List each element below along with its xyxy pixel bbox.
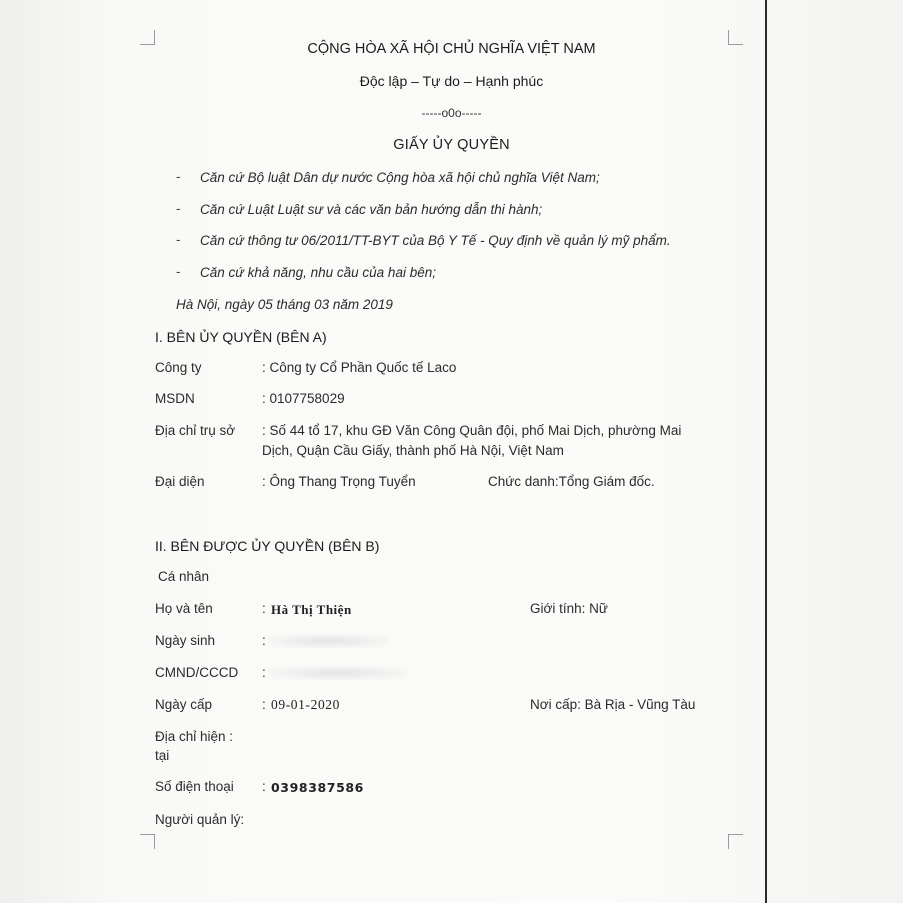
separator: -----o0o----- [421,106,482,120]
crop-mark-bottom-left [140,834,155,849]
position-value: Chức danh:Tổng Giám đốc. [488,474,655,489]
dob-colon: : [262,633,266,648]
representative-label: Đại diện [155,474,205,489]
phone-colon: : [262,779,266,794]
current-address-label: Địa chỉ hiện : [155,729,234,744]
issue-date-value: 09-01-2020 [271,697,340,712]
tax-code-label: MSDN [155,391,195,406]
issue-date-colon: : [262,697,266,712]
id-number-label: CMND/CCCD [155,665,239,680]
party-b-type: Cá nhân [158,569,210,584]
company-label: Công ty [155,360,202,375]
bullet-dash: - [176,201,181,216]
date-line: Hà Nội, ngày 05 tháng 03 năm 2019 [176,297,393,312]
issue-date-label: Ngày cấp [155,697,213,712]
manager-label: Người quản lý: [155,812,245,827]
redacted-id-number [268,666,408,680]
basis-item: Căn cứ Bộ luật Dân dự nước Cộng hòa xã hội chủ nghĩa Việt Nam; [200,170,600,185]
current-address-label-cont: tại [155,748,170,763]
bullet-dash: - [176,169,181,184]
representative-value: : Ông Thang Trọng Tuyển [262,474,416,489]
motto: Độc lập – Tự do – Hạnh phúc [359,73,544,89]
address-line-1: : Số 44 tổ 17, khu GĐ Văn Công Quân đội, phố Mai Dịch, phường Mai [262,423,682,438]
tax-code-value: : 0107758029 [262,391,345,406]
company-value: : Công ty Cổ Phần Quốc tế Laco [262,360,457,375]
address-line-2: Dịch, Quận Cầu Giấy, thành phố Hà Nội, Việt Nam [262,443,564,458]
basis-item: Căn cứ thông tư 06/2011/TT-BYT của Bộ Y Tế - Quy định về quản lý mỹ phẩm. [200,233,671,248]
bullet-dash: - [176,264,181,279]
page-edge [765,0,767,903]
id-number-colon: : [262,665,266,680]
address-label: Địa chỉ trụ sở [155,423,236,438]
basis-item: Căn cứ khả năng, nhu cầu của hai bên; [200,265,436,280]
phone-label: Số điện thoại [155,779,234,794]
country-heading: CỘNG HÒA XÃ HỘI CHỦ NGHĨA VIỆT NAM [307,41,596,57]
phone-value: 0398387586 [271,780,364,795]
issue-place-value: Nơi cấp: Bà Rịa - Vũng Tàu [530,697,696,712]
party-a-heading: I. BÊN ỦY QUYỀN (BÊN A) [155,329,327,345]
redacted-dob [268,634,388,648]
basis-item: Căn cứ Luật Luật sư và các văn bản hướng dẫn thi hành; [200,202,543,217]
party-b-heading: II. BÊN ĐƯỢC ỦY QUYỀN (BÊN B) [155,538,380,554]
bullet-dash: - [176,232,181,247]
gender-value: Giới tính: Nữ [530,601,608,616]
crop-mark-bottom-right [728,834,743,849]
full-name-label: Họ và tên [155,601,213,616]
dob-label: Ngày sinh [155,633,216,648]
full-name-value: Hà Thị Thiện [271,602,352,617]
full-name-colon: : [262,601,266,616]
document-title: GIẤY ỦY QUYỀN [393,137,510,153]
